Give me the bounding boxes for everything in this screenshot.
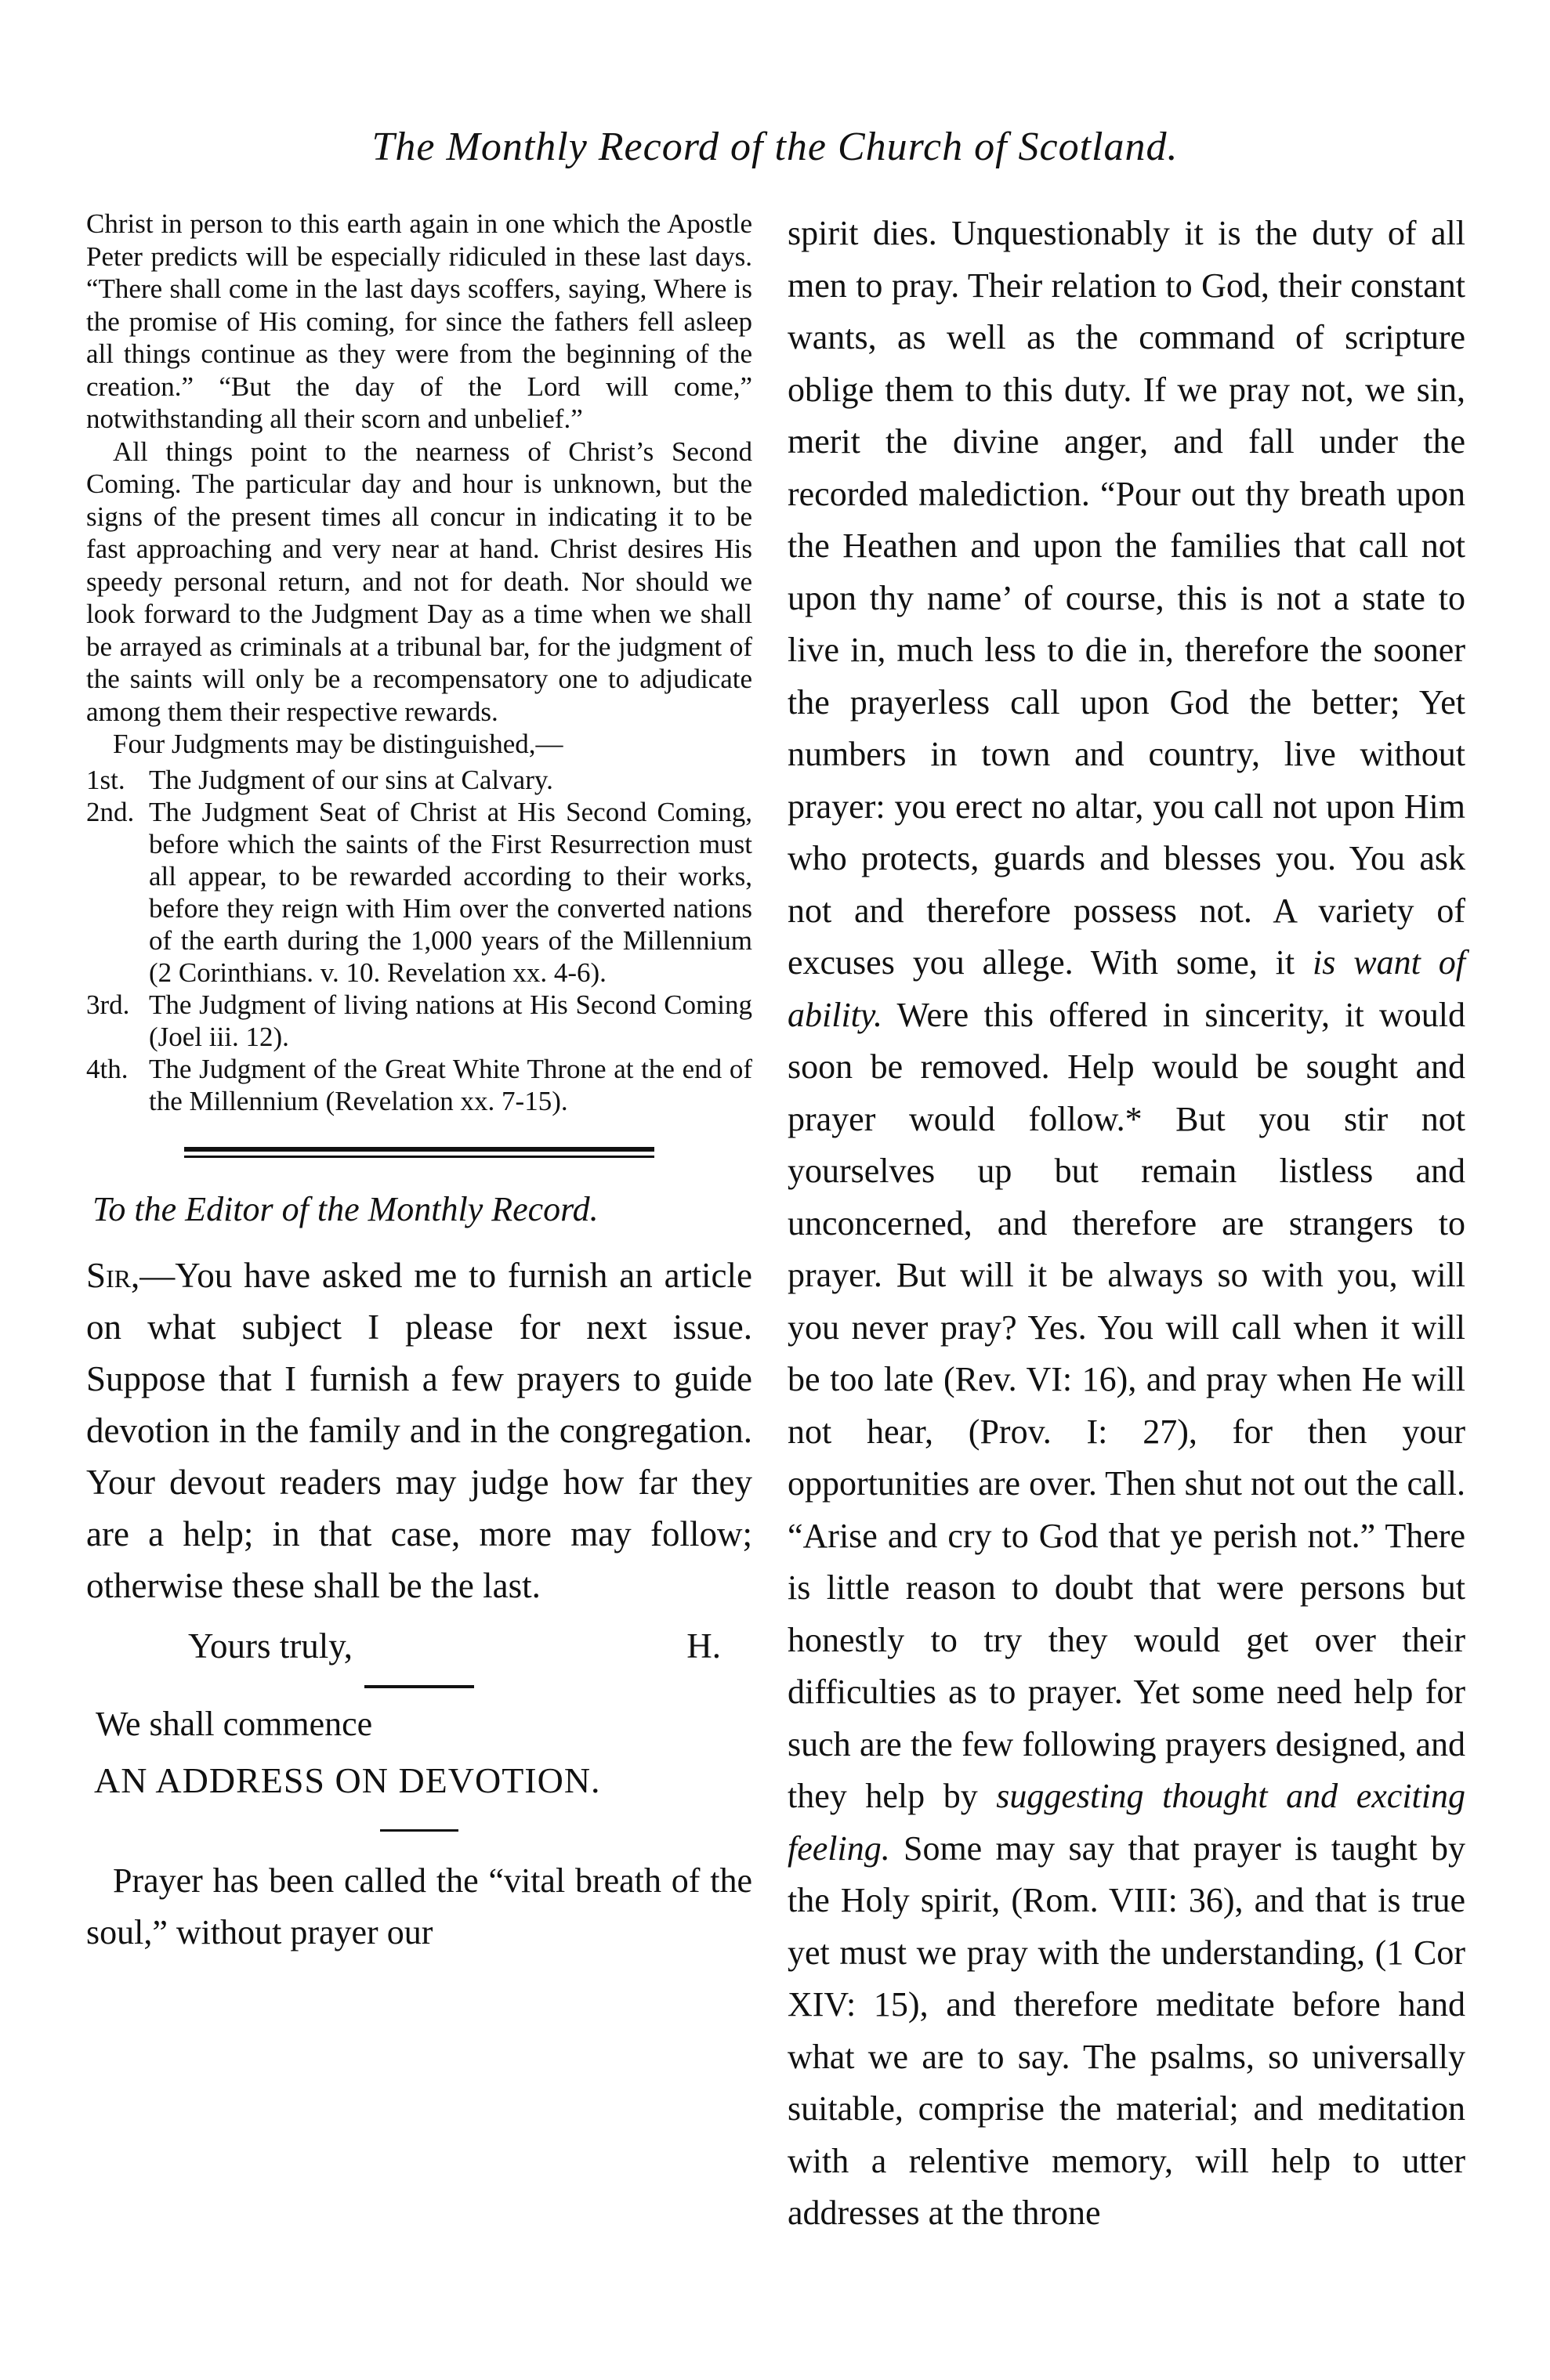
address-opening: Prayer has been called the “vital breath of the soul,” without prayer our — [86, 1861, 752, 1951]
address-title: AN ADDRESS ON DEVOTION. — [94, 1760, 601, 1800]
section-divider — [184, 1147, 654, 1158]
address-continued — [788, 208, 1465, 2240]
judgment-item — [86, 989, 752, 1053]
article-paragraph-2: All things point to the nearness of Christ’s Second Coming. The particular day and hour is unknown, but the signs of the present times all concur in indicating it to be fast approaching and very near at hand. Christ desires His speedy personal return, and not for death. Nor should we look forward to the Judgment Day as a time when we shall be arrayed as criminals at a tribunal bar, for the judgment of the saints will only be a recompensatory one to adjudicate among them their respective rewards. — [86, 436, 752, 727]
letter-signature — [86, 1626, 752, 1666]
judgment-item — [86, 764, 752, 796]
address-text-italic-2: suggesting thought and exciting feeling. — [788, 1777, 1465, 1868]
letter-salutation: Sir, — [86, 1255, 140, 1295]
judgment-text: The Judgment Seat of Christ at His Second Coming, before which the saints of the First Resurrection must all appear, to be rewarded according to their works, before they reign with Him over the converted nations of the earth during the 1,000 years of the Millennium (2 Corinthians. v. 10. Revelation xx. 4-6). — [149, 796, 752, 988]
judgment-number: 2nd. — [86, 796, 135, 827]
judgment-item — [86, 1053, 752, 1117]
address-text-a: spirit dies. Unquestionably it is the duty of all men to pray. Their relation to God, their constant wants, as well as the command of scripture oblige them to this duty. If we pray not, we sin, merit the divine anger, and fall under the recorded malediction. “Pour out thy breath upon the Heathen and upon the families that call not upon thy name’ of course, this is not a state to live in, much less to die in, therefore the sooner the prayerless call upon God the better; Yet numbers in town and country, live without prayer: you erect no altar, you call not upon Him who protects, guards and blesses you. You ask not and therefore possess not. A variety of excuses you allege. With some, it — [788, 214, 1465, 982]
article-paragraph-1: Christ in person to this earth again in one which the Apostle Peter predicts will be especially ridiculed in these last days. “There shall come in the last days scoffers, saying, Where is the promise of His coming, for since the fathers fell asleep all things continue as they were from the beginning of the creation.” “But the day of the Lord will come,” notwithstanding all their scorn and unbelief.” — [86, 208, 752, 434]
announcement: We shall commence — [96, 1704, 373, 1743]
judgment-text: The Judgment of the Great White Throne at the end of the Millennium (Revelation xx. 7-15). — [149, 1053, 752, 1116]
judgment-number: 3rd. — [86, 989, 130, 1020]
judgment-text: The Judgment of living nations at His Second Coming (Joel iii. 12). — [149, 989, 752, 1052]
editor-heading: To the Editor of the Monthly Record. — [92, 1189, 599, 1228]
address-text-e: Some may say that prayer is taught by the Holy spirit, (Rom. VIII: 36), and that is true yet must we pray with the understanding, (1 Cor XIV: 15), and therefore meditate before hand what we are to say. The psalms, so universally suitable, comprise the material; and meditation with a relentive memory, will help to utter addresses at the throne — [788, 1828, 1465, 2232]
sign-initial: H. — [686, 1626, 721, 1666]
left-column — [86, 208, 752, 1959]
short-divider — [364, 1685, 474, 1688]
title-divider — [380, 1829, 458, 1832]
running-header: The Monthly Record of the Church of Scotland. — [371, 125, 1179, 169]
judgment-item — [86, 796, 752, 989]
prophecy-article — [86, 208, 752, 761]
address-text-c: Were this offered in sincerity, it would soon be removed. Help would be sought and prayer would follow.* But you stir not yourselves up but remain listless and unconcerned, and therefore are strangers to prayer. But will it be always so with you, will you never pray? Yes. You will call when it will be too late (Rev. VI: 16), and pray when He will not hear, (Prov. I: 27), for then your opportunities are over. Then shut not out the call. “Arise and cry to God that ye perish not.” There is little reason to doubt that were persons but honestly to try they would get over their difficulties as to prayer. Yet some need help for such are the few following prayers designed, and they help by — [788, 995, 1465, 1815]
right-column — [788, 208, 1465, 2240]
judgments-list — [86, 764, 752, 1117]
judgment-number: 1st. — [86, 764, 125, 795]
letter-text: —You have asked me to furnish an article on what subject I please for next issue. Suppose that I furnish a few prayers to guide devotion in the family and in the congregation. Your devout readers may judge how far they are a help; in that case, more may follow; otherwise these shall be the last. — [86, 1255, 752, 1605]
judgment-text: The Judgment of our sins at Calvary. — [149, 764, 553, 795]
address-text-italic-1: is want of ability. — [788, 943, 1465, 1034]
judgment-number: 4th. — [86, 1053, 129, 1084]
sign-off: Yours truly, — [188, 1626, 353, 1666]
letter-body — [86, 1250, 752, 1611]
judgments-intro: Four Judgments may be distinguished,— — [113, 729, 563, 759]
